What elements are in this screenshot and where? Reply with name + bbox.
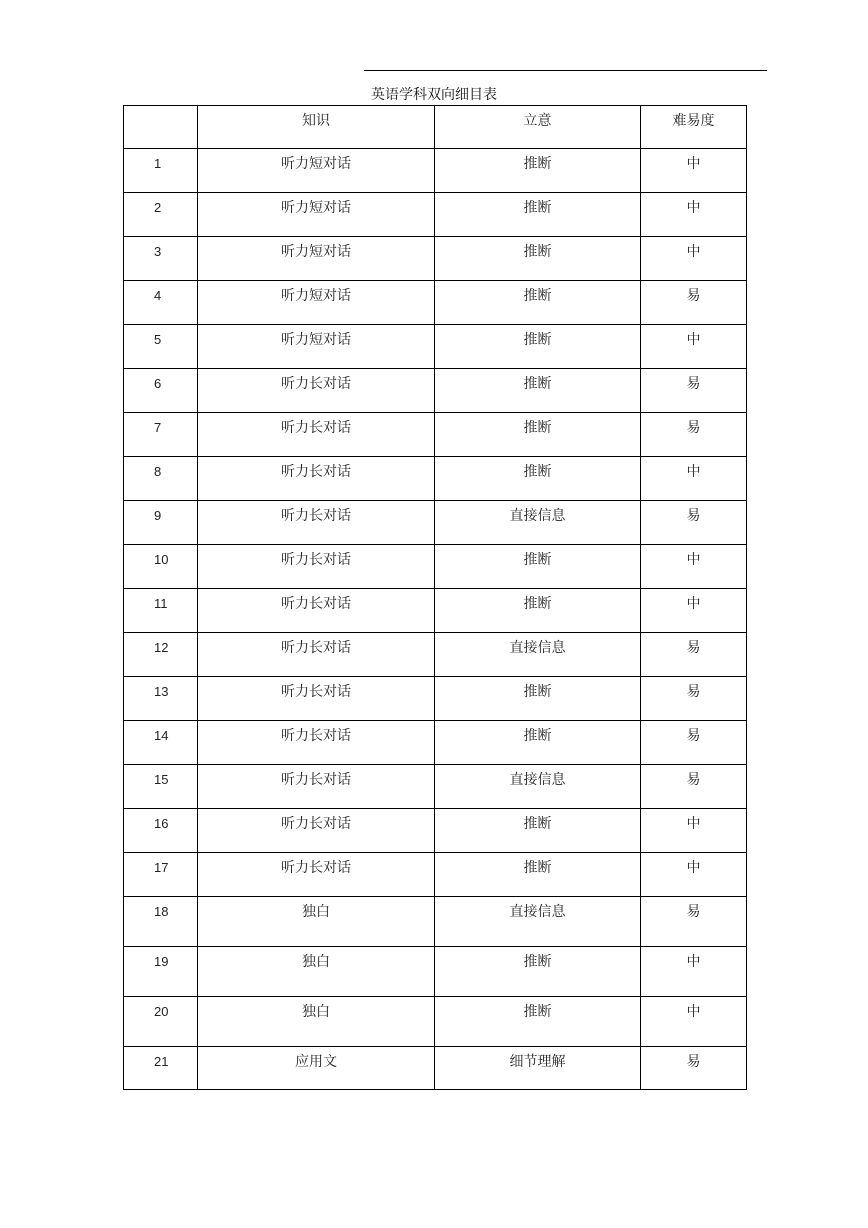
- row-number: 8: [124, 457, 198, 501]
- table-row: [124, 853, 747, 897]
- row-knowledge: 听力短对话: [198, 149, 435, 193]
- row-intent: 推断: [435, 193, 641, 237]
- row-knowledge: 听力长对话: [198, 853, 435, 897]
- header-difficulty: 难易度: [641, 106, 747, 149]
- row-intent: 推断: [435, 281, 641, 325]
- row-intent: 推断: [435, 947, 641, 997]
- row-number: 20: [124, 997, 198, 1047]
- row-knowledge: 听力长对话: [198, 677, 435, 721]
- row-number: 19: [124, 947, 198, 997]
- row-difficulty: 中: [641, 457, 747, 501]
- row-number: 2: [124, 193, 198, 237]
- row-intent: 推断: [435, 853, 641, 897]
- row-number: 13: [124, 677, 198, 721]
- row-knowledge: 听力长对话: [198, 589, 435, 633]
- table-row: [124, 237, 747, 281]
- row-intent: 推断: [435, 149, 641, 193]
- table-row: [124, 413, 747, 457]
- row-difficulty: 中: [641, 997, 747, 1047]
- row-difficulty: 易: [641, 281, 747, 325]
- row-difficulty: 易: [641, 633, 747, 677]
- row-number: 16: [124, 809, 198, 853]
- row-number: 10: [124, 545, 198, 589]
- row-difficulty: 中: [641, 589, 747, 633]
- row-difficulty: 易: [641, 721, 747, 765]
- row-knowledge: 独白: [198, 947, 435, 997]
- row-difficulty: 易: [641, 765, 747, 809]
- table-header-row: [124, 106, 747, 149]
- row-difficulty: 易: [641, 1047, 747, 1090]
- row-difficulty: 易: [641, 897, 747, 947]
- row-intent: 推断: [435, 809, 641, 853]
- row-intent: 推断: [435, 589, 641, 633]
- table-row: [124, 633, 747, 677]
- table-row: [124, 947, 747, 997]
- row-number: 18: [124, 897, 198, 947]
- row-difficulty: 中: [641, 853, 747, 897]
- row-number: 7: [124, 413, 198, 457]
- document-title: 英语学科双向细目表: [371, 87, 497, 103]
- row-knowledge: 听力短对话: [198, 237, 435, 281]
- table-row: [124, 997, 747, 1047]
- row-knowledge: 听力长对话: [198, 721, 435, 765]
- row-difficulty: 中: [641, 545, 747, 589]
- row-intent: 直接信息: [435, 897, 641, 947]
- row-number: 17: [124, 853, 198, 897]
- row-knowledge: 听力长对话: [198, 545, 435, 589]
- row-number: 6: [124, 369, 198, 413]
- row-knowledge: 听力短对话: [198, 281, 435, 325]
- row-number: 14: [124, 721, 198, 765]
- row-difficulty: 中: [641, 237, 747, 281]
- row-knowledge: 应用文: [198, 1047, 435, 1090]
- row-difficulty: 易: [641, 413, 747, 457]
- row-knowledge: 独白: [198, 997, 435, 1047]
- row-number: 5: [124, 325, 198, 369]
- table-row: [124, 765, 747, 809]
- row-number: 12: [124, 633, 198, 677]
- row-knowledge: 听力长对话: [198, 501, 435, 545]
- row-number: 1: [124, 149, 198, 193]
- row-intent: 推断: [435, 325, 641, 369]
- row-difficulty: 易: [641, 369, 747, 413]
- row-knowledge: 听力长对话: [198, 413, 435, 457]
- table-row: [124, 193, 747, 237]
- row-difficulty: 中: [641, 149, 747, 193]
- row-knowledge: 听力长对话: [198, 765, 435, 809]
- table-row: [124, 369, 747, 413]
- row-number: 4: [124, 281, 198, 325]
- row-difficulty: 中: [641, 193, 747, 237]
- row-knowledge: 听力短对话: [198, 193, 435, 237]
- table-row: [124, 281, 747, 325]
- spec-table: [123, 105, 747, 1090]
- row-knowledge: 听力长对话: [198, 457, 435, 501]
- table-row: [124, 589, 747, 633]
- row-number: 21: [124, 1047, 198, 1090]
- table-row: [124, 677, 747, 721]
- row-intent: 推断: [435, 545, 641, 589]
- row-intent: 推断: [435, 413, 641, 457]
- header-number: [124, 106, 198, 149]
- row-number: 3: [124, 237, 198, 281]
- row-difficulty: 中: [641, 809, 747, 853]
- row-difficulty: 易: [641, 677, 747, 721]
- row-intent: 推断: [435, 369, 641, 413]
- row-knowledge: 独白: [198, 897, 435, 947]
- table-row: [124, 1047, 747, 1090]
- table-row: [124, 457, 747, 501]
- row-knowledge: 听力短对话: [198, 325, 435, 369]
- row-number: 11: [124, 589, 198, 633]
- row-intent: 推断: [435, 677, 641, 721]
- row-difficulty: 中: [641, 325, 747, 369]
- row-difficulty: 易: [641, 501, 747, 545]
- header-knowledge: 知识: [198, 106, 435, 149]
- table-row: [124, 545, 747, 589]
- table-row: [124, 809, 747, 853]
- header-rule: [364, 70, 767, 71]
- table-row: [124, 897, 747, 947]
- row-intent: 推断: [435, 237, 641, 281]
- row-knowledge: 听力长对话: [198, 633, 435, 677]
- row-knowledge: 听力长对话: [198, 809, 435, 853]
- table-row: [124, 501, 747, 545]
- table-row: [124, 325, 747, 369]
- row-intent: 细节理解: [435, 1047, 641, 1090]
- row-intent: 推断: [435, 997, 641, 1047]
- row-intent: 推断: [435, 721, 641, 765]
- row-intent: 直接信息: [435, 633, 641, 677]
- row-number: 15: [124, 765, 198, 809]
- row-intent: 推断: [435, 457, 641, 501]
- header-intent: 立意: [435, 106, 641, 149]
- table-row: [124, 149, 747, 193]
- row-intent: 直接信息: [435, 501, 641, 545]
- row-number: 9: [124, 501, 198, 545]
- row-difficulty: 中: [641, 947, 747, 997]
- row-knowledge: 听力长对话: [198, 369, 435, 413]
- row-intent: 直接信息: [435, 765, 641, 809]
- table-row: [124, 721, 747, 765]
